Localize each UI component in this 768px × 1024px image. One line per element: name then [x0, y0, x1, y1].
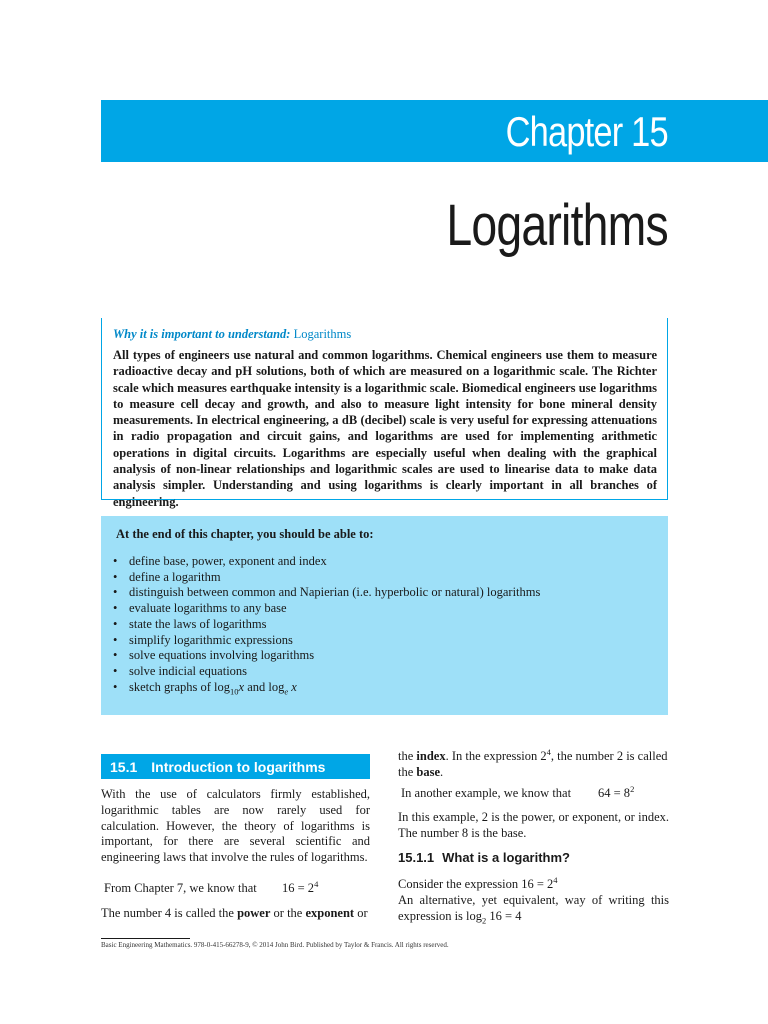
- base-post: .: [440, 765, 444, 779]
- index-mid: . In the expression 2: [445, 749, 547, 763]
- chapter-title: Logarithms: [446, 193, 668, 258]
- objective-item: • solve indicial equations: [113, 664, 540, 680]
- eq2-exponent: 2: [630, 783, 635, 794]
- log-expression: [398, 908, 521, 924]
- subsection-number: 15.1.1: [398, 850, 435, 865]
- power-mid: or the: [270, 906, 306, 920]
- objective-item: • state the laws of logarithms: [113, 617, 540, 633]
- index-term: index: [416, 749, 446, 763]
- variable-x: x: [291, 679, 297, 694]
- intro-paragraph: With the use of calculators firmly established, logarithmic tables are now rarely used for calculation. However, the theory of logarithms is important, for there are several scientific and engineering laws that involve the rules of logarithms.: [101, 787, 370, 865]
- power-exponent-sentence: [101, 905, 368, 921]
- subsection-heading: [398, 850, 570, 865]
- base-term: base: [416, 765, 441, 779]
- power-post: or: [354, 906, 368, 920]
- another-example-text: In another example, we know that: [401, 786, 572, 800]
- consider-exponent: 4: [553, 874, 558, 885]
- why-heading-topic: Logarithms: [293, 327, 352, 341]
- exponent-term: exponent: [305, 906, 355, 920]
- log-base-e: [284, 686, 288, 696]
- objectives-list: [113, 554, 540, 695]
- objective-item: • simplify logarithmic expressions: [113, 633, 540, 649]
- subsection-title: What is a logarithm?: [442, 850, 570, 865]
- objective-item-graphs: [113, 680, 540, 696]
- index-exponent: 4: [546, 746, 551, 757]
- consider-text: Consider the expression 16 = 2: [398, 877, 554, 891]
- log-base-10: 10: [230, 686, 239, 697]
- equation-64-8-2: [598, 785, 634, 801]
- expression-result: 16 = 4: [486, 909, 522, 923]
- objective-item: • define a logarithm: [113, 570, 540, 586]
- section-title: Introduction to logarithms: [151, 759, 326, 775]
- e-symbol: e: [284, 686, 289, 697]
- example-paragraph: In this example, 2 is the power, or exponent, or index. The number 8 is the base.: [398, 810, 669, 840]
- equation-16-2-4: [282, 880, 318, 896]
- eq1-exponent: 4: [314, 878, 319, 889]
- base-sentence: [398, 764, 443, 780]
- variable-x: x: [238, 679, 245, 694]
- copyright-footer: Basic Engineering Mathematics. 978-0-415-66278-9, © 2014 John Bird. Published by Taylor & Francis. All rights reserved.: [101, 941, 449, 949]
- eq2-lhs: 64 = 8: [598, 786, 631, 800]
- objective-item: • solve equations involving logarithms: [113, 648, 540, 664]
- chapter-number: Chapter 15: [505, 108, 668, 155]
- power-pre: The number 4 is called the: [101, 906, 238, 920]
- index-pre: the: [398, 749, 417, 763]
- consider-sentence: [398, 876, 558, 892]
- base-pre: the: [398, 765, 417, 779]
- objective-item: • define base, power, exponent and index: [113, 554, 540, 570]
- why-important-heading: [113, 327, 351, 342]
- expression-text: expression is log: [398, 909, 483, 923]
- section-heading: [110, 757, 325, 777]
- log-base-2: 2: [482, 915, 487, 926]
- eq1-lhs: 16 = 2: [282, 881, 315, 895]
- power-term: power: [237, 906, 271, 920]
- graphs-text: sketch graphs of log: [129, 679, 231, 694]
- chapter7-text: From Chapter 7, we know that: [104, 881, 257, 895]
- graphs-and-log: and log: [244, 679, 285, 694]
- chapter-banner: [101, 100, 768, 162]
- objective-item: • evaluate logarithms to any base: [113, 601, 540, 617]
- why-heading-lead: Why it is important to understand:: [113, 327, 291, 341]
- objectives-heading: At the end of this chapter, you should be able to:: [116, 527, 374, 541]
- index-post: , the number 2 is called: [550, 749, 668, 763]
- objective-item: • distinguish between common and Napierian (i.e. hyperbolic or natural) logarithms: [113, 585, 540, 601]
- why-important-body: All types of engineers use natural and common logarithms. Chemical engineers use them to measure radioactive decay and pH solutions, both of which are measured on a logarithmic scale. The Richter scale which measures earthquake intensity is a logarithmic scale. Biomedical engineers use logarithms to measure cell decay and growth, and also to measure light intensity for bone mineral density measurements. In electrical engineering, a dB (decibel) scale is very useful for expressing attenuations in radio propagation and circuit gains, and logarithms are used for implementing arithmetic operations in digital circuits. Logarithms are especially useful when dealing with the graphical analysis of non-linear relationships and logarithmic scales are used to linearise data to make data analysis simpler. Understanding and using logarithms is clearly important in all branches of engineering.: [113, 348, 657, 509]
- alternative-sentence: An alternative, yet equivalent, way of writing this: [398, 893, 669, 907]
- section-number: 15.1: [110, 759, 138, 775]
- index-sentence: [398, 748, 668, 764]
- footer-rule: [101, 938, 190, 939]
